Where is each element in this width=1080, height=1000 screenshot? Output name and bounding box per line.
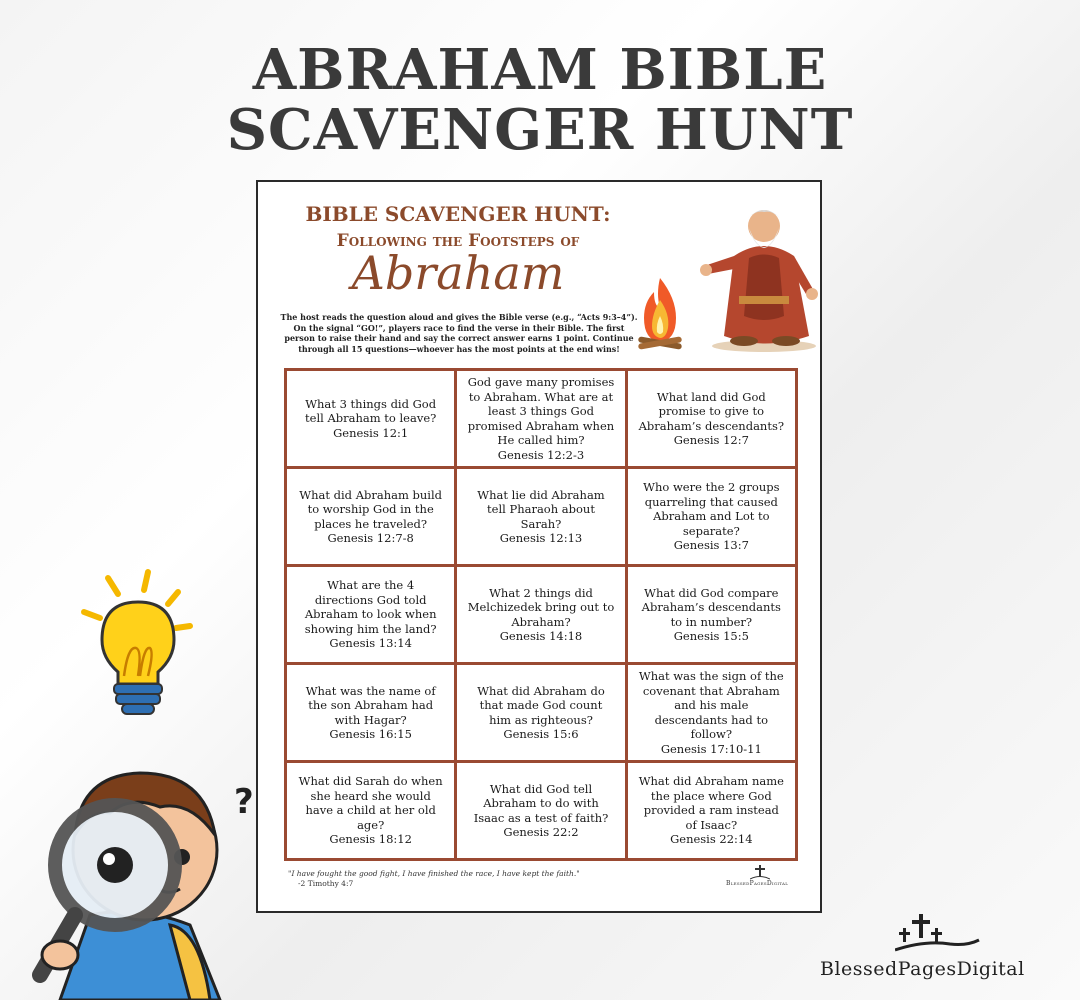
lightbulb-illustration	[78, 568, 202, 728]
question-cell	[287, 567, 454, 662]
question-text: What was the name of the son Abraham had with Hagar?	[305, 683, 436, 727]
verse-reference: Genesis 12:7	[673, 433, 749, 447]
question-cell	[628, 469, 795, 564]
mini-cross-logo-icon	[750, 864, 770, 880]
verse-reference: Genesis 13:7	[673, 538, 749, 553]
question-text: What did Abraham build to worship God in the places he traveled?	[299, 487, 443, 531]
question-text: What did Abraham name the place where God provided a ram instead of Isaac?	[638, 774, 784, 832]
verse-reference: Genesis 22:2	[503, 825, 579, 839]
question-text: What was the sign of the covenant that Abraham and his male descendants had to follow?	[638, 669, 784, 741]
svg-text:?: ?	[234, 782, 254, 822]
question-text: What did Abraham do that made God count him as righteous?	[477, 683, 605, 727]
verse-reference: Genesis 12:7-8	[327, 531, 414, 545]
question-cell	[628, 567, 795, 662]
question-cell	[287, 371, 454, 466]
question-text: God gave many promises to Abraham. What are at least 3 things God promised Abraham when He called him?	[467, 375, 615, 447]
worksheet	[256, 180, 822, 913]
question-text: What are the 4 directions God told Abraham to look when showing him the land?	[304, 578, 437, 636]
mini-brand-name: BlessedPagesDigital	[726, 880, 789, 887]
question-text: What 3 things did God tell Abraham to leave?	[305, 396, 437, 426]
abraham-illustration	[694, 196, 824, 356]
verse-reference: Genesis 16:15	[329, 727, 412, 741]
question-text: What lie did Abraham tell Pharaoh about Sarah?	[477, 487, 605, 531]
worksheet-subheading: Following the Footsteps of	[336, 231, 580, 251]
question-cell	[457, 665, 624, 760]
question-cell	[457, 371, 624, 466]
question-text: What did God tell Abraham to do with Isaac as a test of faith?	[473, 781, 609, 825]
verse-reference: Genesis 12:2-3	[497, 447, 585, 462]
question-cell	[457, 763, 624, 858]
question-text: What did God compare Abraham’s descendants to in number?	[641, 585, 781, 629]
verse-reference: Genesis 17:10-11	[660, 741, 762, 756]
question-text: What did Sarah do when she heard she would have a child at her old age?	[298, 774, 443, 832]
question-cell	[457, 469, 624, 564]
verse-reference: Genesis 15:5	[673, 629, 749, 643]
worksheet-heading: BIBLE SCAVENGER HUNT:	[305, 202, 611, 226]
verse-reference: Genesis 14:18	[499, 629, 583, 643]
question-text: Who were the 2 groups quarreling that caused Abraham and Lot to separate?	[643, 480, 780, 538]
question-text: What 2 things did Melchizedek bring out to Abraham?	[467, 585, 615, 629]
brand-name: BlessedPagesDigital	[820, 958, 1025, 980]
question-cell	[628, 665, 795, 760]
page-title-line-1: ABRAHAM BIBLE	[252, 37, 828, 103]
worksheet-name-script: Abraham	[351, 246, 565, 300]
verse-reference: Genesis 18:12	[329, 832, 412, 847]
question-cell	[287, 665, 454, 760]
question-cell	[628, 371, 795, 466]
verse-reference: Genesis 13:14	[329, 636, 412, 651]
verse-reference: Genesis 15:6	[503, 727, 579, 741]
verse-reference: Genesis 22:14	[670, 832, 753, 847]
question-cell	[628, 763, 795, 858]
footer-quote-reference: -2 Timothy 4:7	[298, 879, 354, 888]
boy-with-magnifier-illustration	[20, 755, 260, 1000]
campfire-illustration	[632, 274, 688, 356]
page-title-line-2: SCAVENGER HUNT	[226, 97, 854, 163]
verse-reference: Genesis 12:13	[499, 531, 583, 545]
question-text: What land did God promise to give to Abraham’s descendants?	[638, 389, 785, 433]
footer-quote: "I have fought the good fight, I have finished the race, I have kept the faith."	[288, 869, 580, 878]
question-cell	[287, 469, 454, 564]
brand-cross-logo-icon	[895, 910, 985, 956]
game-instructions: The host reads the question aloud and gives the Bible verse (e.g., “Acts 9:3–4”). On the signal “GO!”, players race to find the verse in their Bible. The first person to raise their hand and say the correct answer earns 1 point. Continue through all 15 questions—whoever has the most points at the end wins!	[280, 312, 638, 354]
question-cell	[457, 567, 624, 662]
question-grid	[284, 368, 798, 861]
verse-reference: Genesis 12:1	[333, 425, 409, 440]
question-cell	[287, 763, 454, 858]
